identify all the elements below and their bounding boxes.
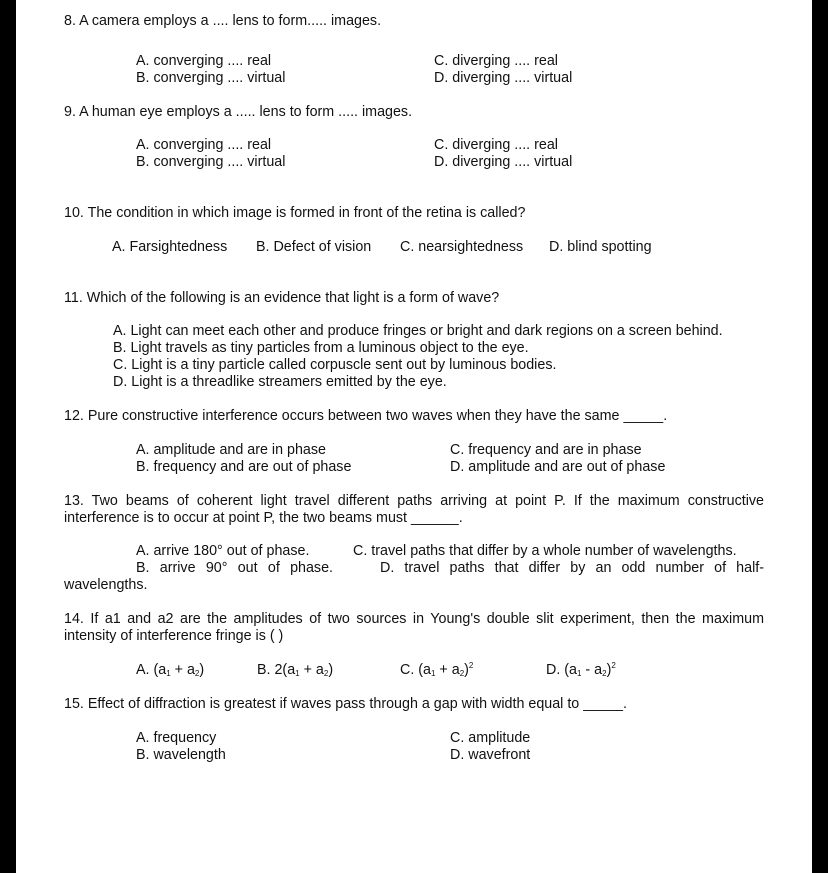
question-9-option-b: B. converging .... virtual <box>136 154 286 170</box>
question-14-option-d: D. $(a_1 - a_2)^2$ <box>546 661 616 678</box>
question-10-option-b: B. Defect of vision <box>256 239 372 255</box>
question-10-option-d: D. blind spotting <box>549 239 652 255</box>
question-8-option-a: A. converging .... real <box>136 53 272 69</box>
question-11-option-b: B. Light travels as tiny particles from a luminous object to the eye. <box>113 340 529 356</box>
question-13-option-c: C. travel paths that differ by a whole number of wavelengths. <box>353 543 737 559</box>
question-13-stem-line-2: interference is to occur at point P, the two beams must ______. <box>64 510 463 526</box>
question-9-stem: 9. A human eye employs a ..... lens to form ..... images. <box>64 104 413 120</box>
question-14-option-c: C. $(a_1 + a_2)^2$ <box>400 661 474 678</box>
question-15-option-d: D. wavefront <box>450 747 531 763</box>
question-13-option-a: A. arrive 180° out of phase. <box>136 543 310 559</box>
question-11-stem: 11. Which of the following is an evidence that light is a form of wave? <box>64 290 500 306</box>
question-9-option-d: D. diverging .... virtual <box>434 154 573 170</box>
question-12-stem: 12. Pure constructive interference occurs between two waves when they have the same _____. <box>64 408 668 424</box>
question-13-option-d-line-1: D. travel paths that differ by an odd number of half- <box>380 560 764 576</box>
question-15-option-b: B. wavelength <box>136 747 226 763</box>
question-11-option-d: D. Light is a threadlike streamers emitted by the eye. <box>113 374 447 390</box>
question-12-option-a: A. amplitude and are in phase <box>136 442 326 458</box>
question-8-option-d: D. diverging .... virtual <box>434 70 573 86</box>
question-8-option-c: C. diverging .... real <box>434 53 558 69</box>
question-10-stem: 10. The condition in which image is formed in front of the retina is called? <box>64 205 526 221</box>
question-14-stem-line-2: intensity of interference fringe is ( ) <box>64 628 284 644</box>
question-15-stem: 15. Effect of diffraction is greatest if waves pass through a gap with width equal to _____. <box>64 696 627 712</box>
question-8-stem: 8. A camera employs a .... lens to form..... images. <box>64 13 382 29</box>
question-10-option-a: A. Farsightedness <box>112 239 228 255</box>
question-14-option-b: B. $2(a_1 + a_2)$ <box>257 662 334 678</box>
question-11-option-a: A. Light can meet each other and produce fringes or bright and dark regions on a screen behind. <box>113 323 723 339</box>
question-8-option-b: B. converging .... virtual <box>136 70 286 86</box>
question-13-option-d-line-2: wavelengths. <box>64 577 148 593</box>
worksheet-page <box>16 0 812 873</box>
question-13-option-b: B. arrive 90° out of phase. <box>136 560 333 576</box>
question-9-option-a: A. converging .... real <box>136 137 272 153</box>
question-15-option-a: A. frequency <box>136 730 217 746</box>
question-12-option-c: C. frequency and are in phase <box>450 442 642 458</box>
question-12-option-b: B. frequency and are out of phase <box>136 459 352 475</box>
question-10-option-c: C. nearsightedness <box>400 239 524 255</box>
question-15-option-c: C. amplitude <box>450 730 531 746</box>
question-14-stem-line-1: 14. If a1 and a2 are the amplitudes of two sources in Young's double slit experiment, then the maximum <box>64 611 764 627</box>
question-14-option-a: A. $(a_1 + a_2)$ <box>136 662 205 678</box>
question-11-option-c: C. Light is a tiny particle called corpuscle sent out by luminous bodies. <box>113 357 557 373</box>
question-12-option-d: D. amplitude and are out of phase <box>450 459 666 475</box>
question-13-stem-line-1: 13. Two beams of coherent light travel different paths arriving at point P. If the maximum constructive <box>64 493 764 509</box>
question-9-option-c: C. diverging .... real <box>434 137 558 153</box>
